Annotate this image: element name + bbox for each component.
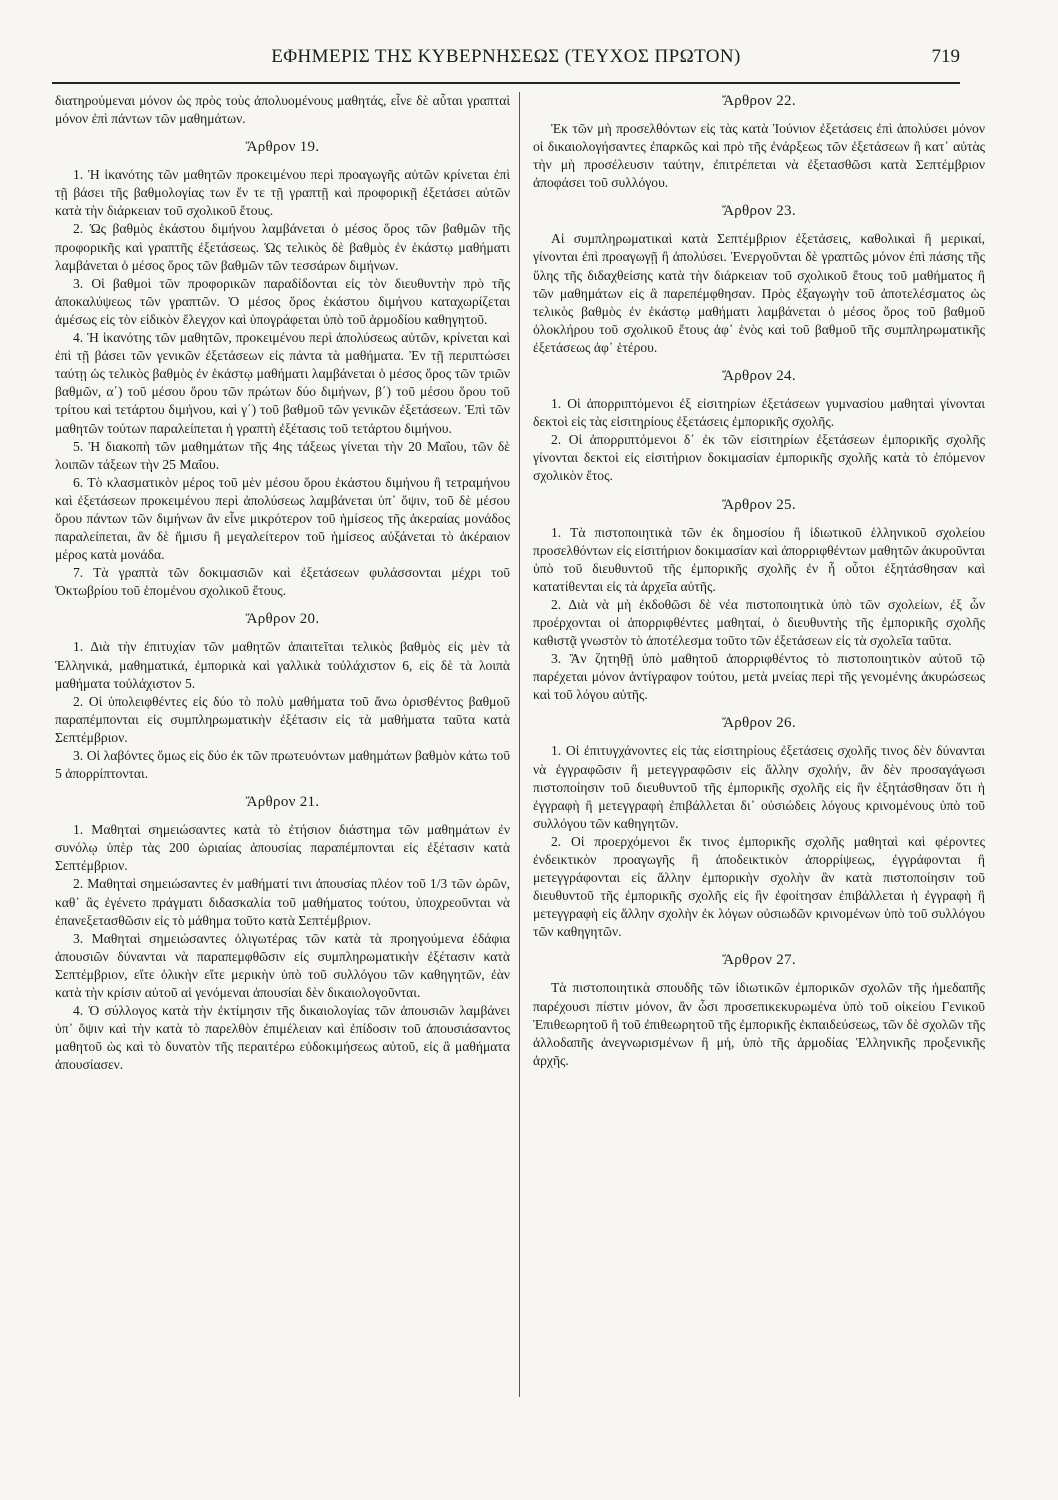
article-26-paragraph-2: 2. Οἱ προερχόμενοι ἔκ τινος ἐμπορικῆς σχολῆς μαθηταὶ καὶ φέροντες ἐνδεικτικὸν προαγωγῆς ἢ ἀποδεικτικὸν ἀπορρίψεως, ἐγγράφονται ἢ μετεγγράφονται εἰς ἄλλην ἐμπορικὴν σχολὴν ἂν κατὰ πιστοποίησιν τοῦ διευθυντοῦ τῆς ἐμπορικῆς σχολῆς εἰς ἣν ἐφοίτησαν ἐπιβάλλεται ἡ ἐγγραφὴ ἢ μετεγγραφὴ εἰς ἄλλην σχολὴν ἐκ λόγων οὐσιωδῶν κρινομένων ὑπὸ τοῦ συλλόγου τῶν καθηγητῶν.: [533, 833, 985, 940]
article-19-paragraph-2: 2. Ὡς βαθμὸς ἑκάστου διμήνου λαμβάνεται ὁ μέσος ὅρος τῶν βαθμῶν τῆς προφορικῆς καὶ γραπτῆς ἐξετάσεως. Ὡς τελικὸς δὲ βαθμὸς ἐν ἑκάστῳ μαθήματι λαμβάνεται ὁ μέσος ὅρος τῶν βαθμῶν τῶν τεσσάρων διμήνων.: [55, 221, 510, 273]
page-header: [52, 46, 960, 78]
article-24-paragraph-2: 2. Οἱ ἀπορριπτόμενοι δ᾽ ἐκ τῶν εἰσιτηρίων ἐξετάσεων ἐμπορικῆς σχολῆς γίνονται δεκτοὶ εἰς εἰσιτήριον δοκιμασίαν ἐμπορικῆς σχολῆς κατὰ τὸ ἑπόμενον σχολικὸν ἔτος.: [533, 432, 985, 484]
article-25-paragraph-1: 1. Τὰ πιστοποιητικὰ τῶν ἐκ δημοσίου ἢ ἰδιωτικοῦ ἑλληνικοῦ σχολείου προσελθόντων εἰς εἰσιτήριον δοκιμασίαν καὶ ἀπορριφθέντων μαθητῶν ἀκυροῦνται ὑπὸ τοῦ διευθυντοῦ τῆς ἐμπορικῆς σχολῆς ἐν ἧ οὗτοι ἐξητάσθησαν καὶ κατατίθενται εἰς τὰ ἀρχεῖα αὐτῆς.: [533, 524, 985, 594]
article-27-heading: Ἄρθρον 27.: [722, 952, 796, 969]
article-19-paragraph-4: 4. Ἡ ἱκανότης τῶν μαθητῶν, προκειμένου περὶ ἀπολύσεως αὐτῶν, κρίνεται καὶ ἐπὶ τῇ βάσει τῶν γενικῶν ἐξετάσεων εἰς πάντα τὰ μαθήματα. Ἐν τῇ περιπτώσει ταύτῃ ὡς τελικὸς βαθμὸς ἐν ἑκάστῳ μαθήματι λαμβάνεται ὁ μέσος ὅρος τῶν τριῶν βαθμῶν, α΄) τοῦ μέσου ὅρου τῶν πρώτων δύο διμήνων, β΄) τοῦ μέσου ὅρου τοῦ τρίτου καὶ τετάρτου διμήνου, καὶ γ΄) τοῦ βαθμοῦ τῶν γενικῶν ἐξετάσεων. Ἐπὶ τῶν μαθητῶν τούτων παραλείπεται ἡ γραπτὴ ἐξέτασις τοῦ τετάρτου διμήνου.: [55, 330, 510, 436]
article-24-paragraph-1: 1. Οἱ ἀπορριπτόμενοι ἐξ εἰσιτηρίων ἐξετάσεων γυμνασίου μαθηταὶ γίνονται δεκτοὶ εἰς τὰς εἰσιτηρίους ἐξετάσεις ἐμπορικῆς σχολῆς.: [533, 396, 985, 430]
article-24-heading: Ἄρθρον 24.: [722, 368, 796, 385]
article-20-paragraph-2: 2. Οἱ ὑπολειφθέντες εἰς δύο τὸ πολὺ μαθήματα τοῦ ἄνω ὁρισθέντος βαθμοῦ παραπέμπονται εἰς συμπληρωματικὴν ἐξέτασιν εἰς τὰ μαθήματα ταῦτα κατὰ Σεπτέμβριον.: [55, 693, 510, 745]
left-column: [55, 92, 510, 1075]
article-19-paragraph-5: 5. Ἡ διακοπὴ τῶν μαθημάτων τῆς 4ης τάξεως γίνεται τὴν 20 Μαΐου, τῶν δὲ λοιπῶν τάξεων τὴν 25 Μαΐου.: [55, 438, 510, 472]
article-25-paragraph-2: 2. Διὰ νὰ μὴ ἐκδοθῶσι δὲ νέα πιστοποιητικὰ ὑπὸ τῶν σχολείων, ἐξ ὧν προέρχονται οἱ ἀπορριφθέντες μαθηταί, ὁ διευθυντὴς τῆς ἐμπορικῆς σχολῆς καθιστᾷ γνωστὸν τὸ ἀποτέλεσμα τοῦτο τῶν ἐξετάσεων εἰς τὰ σχολεῖα ταῦτα.: [533, 596, 985, 649]
article-21-paragraph-1: 1. Μαθηταὶ σημειώσαντες κατὰ τὸ ἐτήσιον διάστημα τῶν μαθημάτων ἐν συνόλῳ ὑπὲρ τὰς 200 ὡριαίας ἀπουσίας παραπέμπονται εἰς ἐξέτασιν κατὰ Σεπτέμβριον.: [55, 822, 510, 874]
header-rule: [52, 82, 960, 84]
article-25-paragraph-3: 3. Ἂν ζητηθῇ ὑπὸ μαθητοῦ ἀπορριφθέντος τὸ πιστοποιητικὸν αὐτοῦ τῷ παρέχεται μόνον ἀντίγραφον τούτου, μετὰ μνείας περὶ τῆς γενομένης ἀκυρώσεως καὶ τοῦ λόγου αὐτῆς.: [533, 651, 985, 703]
article-21-paragraph-4: 4. Ὁ σύλλογος κατὰ τὴν ἐκτίμησιν τῆς δικαιολογίας τῶν ἀπουσιῶν λαμβάνει ὑπ᾽ ὄψιν καὶ τὴν κατὰ τὸ παρελθὸν ἐπιμέλειαν καὶ ἐπίδοσιν τοῦ ἀπουσιάσαντος μαθητοῦ ὡς καὶ τὸ δυνατὸν τῆς περαιτέρω εὐδοκιμήσεως αὐτοῦ, εἰς ἃ μαθήματα ἀπουσίασεν.: [55, 1003, 510, 1073]
article-22-heading: Ἄρθρον 22.: [722, 93, 796, 109]
article-20-paragraph-1: 1. Διὰ τὴν ἐπιτυχίαν τῶν μαθητῶν ἀπαιτεῖται τελικὸς βαθμὸς εἰς μὲν τὰ Ἑλληνικά, μαθηματικά, ἐμπορικὰ καὶ γαλλικὰ τοὐλάχιστον 6, εἰς δὲ τὰ λοιπὰ μαθήματα τοὐλάχιστον 5.: [55, 639, 510, 691]
article-20-paragraph-3: 3. Οἱ λαβόντες ὅμως εἰς δύο ἐκ τῶν πρωτευόντων μαθημάτων βαθμὸν κάτω τοῦ 5 ἀπορρίπτονται.: [55, 748, 510, 782]
article-20-heading: Ἄρθρον 20.: [245, 611, 320, 628]
column-divider: [519, 92, 520, 1397]
article-19-paragraph-1: 1. Ἡ ἱκανότης τῶν μαθητῶν προκειμένου περὶ προαγωγῆς αὐτῶν κρίνεται ἐπὶ τῇ βάσει τῆς βαθμολογίας των ἔν τε τῇ γραπτῇ καὶ προφορικῇ ἐξετάσει αὐτῶν κατὰ τὴν διάρκειαν τοῦ σχολικοῦ ἔτους.: [55, 167, 510, 219]
article-21-heading: Ἄρθρον 21.: [245, 794, 320, 811]
article-23-heading: Ἄρθρον 23.: [722, 203, 796, 220]
article-22-paragraph-1: Ἐκ τῶν μὴ προσελθόντων εἰς τὰς κατὰ Ἰούνιον ἐξετάσεις ἐπὶ ἀπολύσει μόνον οἱ δικαιολογήσαντες ἐπαρκῶς καὶ πρὸ τῆς ἐνάρξεως τῶν ἐξετάσεων ἢ κατ᾽ αὐτὰς τὴν μὴ προσέλευσιν ταύτην, ἐπιτρέπεται νὰ ἐξετασθῶσι κατὰ Σεπτέμβριον ἀποφάσει τοῦ συλλόγου.: [533, 121, 985, 191]
article-21-paragraph-2: 2. Μαθηταὶ σημειώσαντες ἐν μαθήματί τινι ἀπουσίας πλέον τοῦ 1/3 τῶν ὡρῶν, καθ᾽ ἃς ἐγένετο πράγματι διδασκαλία τοῦ μαθήματος τούτου, ὑποχρεοῦνται νὰ ἐπανεξετασθῶσιν εἰς τὸ μάθημα τοῦτο κατὰ Σεπτέμβριον.: [55, 876, 510, 928]
page-number: 719: [931, 46, 960, 67]
article-19-heading: Ἄρθρον 19.: [245, 139, 320, 156]
article-26-heading: Ἄρθρον 26.: [722, 715, 796, 732]
article-19-paragraph-6: 6. Τὸ κλασματικὸν μέρος τοῦ μὲν μέσου ὅρου ἑκάστου διμήνου ἢ τετραμήνου καὶ ἐξετάσεων προκειμένου περὶ ἀπολύσεως λαμβάνεται ὑπ᾽ ὄψιν, τοῦ δὲ μέσου ὅρου πάντων τῶν διμήνων ἂν εἶνε μικρότερον τοῦ ἡμίσεος τῆς ἀκεραίας μονάδος παραλείπεται, ἂν δὲ ἥμισυ ἢ μεγαλείτερον τοῦ ἡμίσεος αὐξάνεται τὸ ἀκέραιον μέρος κατὰ μονάδα.: [55, 474, 510, 563]
right-column: [533, 92, 985, 1070]
intro-paragraph: διατηρούμεναι μόνον ὡς πρὸς τοὺς ἀπολυομένους μαθητάς, εἶνε δὲ αὗται γραπταὶ μόνον ἐπὶ πάντων τῶν μαθημάτων.: [55, 93, 510, 127]
gazette-title: ΕΦΗΜΕΡΙΣ ΤΗΣ ΚΥΒΕΡΝΗΣΕΩΣ (ΤΕΥΧΟΣ ΠΡΩΤΟΝ): [271, 46, 741, 67]
article-26-paragraph-1: 1. Οἱ ἐπιτυγχάνοντες εἰς τὰς εἰσιτηρίους ἐξετάσεις σχολῆς τινος δὲν δύνανται νὰ ἐγγραφῶσιν ἢ μετεγγραφῶσιν εἰς ἄλλην σχολήν, ἂν δὲν προσαγάγωσι πιστοποίησιν τοῦ διευθυντοῦ τῆς ἐμπορικῆς σχολῆς εἰς ἣν ἐξητάσθησαν ὅτι ἡ ἐγγραφὴ ἢ μετεγγραφὴ ἐπιβάλλεται δι᾽ οὐσιώδεις λόγους κρινομένους ὑπὸ τοῦ συλλόγου τῶν καθηγητῶν.: [533, 743, 985, 831]
article-25-heading: Ἄρθρον 25.: [722, 496, 796, 513]
article-27-paragraph-1: Τὰ πιστοποιητικὰ σπουδῆς τῶν ἰδιωτικῶν ἐμπορικῶν σχολῶν τῆς ἡμεδαπῆς παρέχουσι πίστιν μόνον, ἂν ὦσι προσεπικεκυρωμένα ὑπὸ τοῦ οἰκείου Γενικοῦ Ἐπιθεωρητοῦ ἢ τοῦ ἐπιθεωρητοῦ τῆς ἐμπορικῆς ἐκπαιδεύσεως, τῶν δὲ σχολῶν τῆς ἀλλοδαπῆς ἀνεγνωρισμένων ἢ μή, ὑπὸ τῆς ἁρμοδίας Ἑλληνικῆς προξενικῆς ἀρχῆς.: [533, 980, 985, 1068]
article-23-paragraph-1: Αἱ συμπληρωματικαὶ κατὰ Σεπτέμβριον ἐξετάσεις, καθολικαὶ ἢ μερικαί, γίνονται ἐπὶ προαγωγῇ ἢ ἀπολύσει. Ἐνεργοῦνται δὲ γραπτῶς μόνον ἐπὶ πάσης τῆς ὕλης τῆς διδαχθείσης κατὰ τὴν διάρκειαν τοῦ σχολικοῦ ἔτους τοῦ μαθήματος ἢ τῶν μαθημάτων εἰς ἃ παρεπέμφθησαν. Πρὸς ἐξαγωγὴν τοῦ ἀποτελέσματος ὡς τελικὸς βαθμὸς ἐν ἑκάστῳ μαθήματι λαμβάνεται ὁ μέσος ὅρος τοῦ βαθμοῦ ὁλοκλήρου τοῦ σχολικοῦ ἔτους ἀφ᾽ ἑνὸς καὶ τοῦ βαθμοῦ τῆς συμπληρωματικῆς ἐξετάσεως ἀφ᾽ ἑτέρου.: [533, 231, 985, 355]
article-19-paragraph-7: 7. Τὰ γραπτὰ τῶν δοκιμασιῶν καὶ ἐξετάσεων φυλάσσονται μέχρι τοῦ Ὀκτωβρίου τοῦ ἑπομένου σχολικοῦ ἔτους.: [55, 565, 510, 599]
article-19-paragraph-3: 3. Οἱ βαθμοὶ τῶν προφορικῶν παραδίδονται εἰς τὸν διευθυντὴν πρὸ τῆς ἀποκαλύψεως τῶν γραπτῶν. Ὁ μέσος ὅρος ἑκάστου διμήνου καταχωρίζεται ἀμέσως εἰς τὸν εἰδικὸν ἔλεγχον καὶ ὑπογράφεται ὑπὸ τοῦ ἁρμοδίου καθηγητοῦ.: [55, 275, 510, 327]
article-21-paragraph-3: 3. Μαθηταὶ σημειώσαντες ὀλιγωτέρας τῶν κατὰ τὰ προηγούμενα ἐδάφια ἀπουσιῶν δύνανται νὰ παραπεμφθῶσιν εἰς συμπληρωματικὴν ἐξέτασιν κατὰ Σεπτέμβριον, εἴτε ὁλικὴν εἴτε μερικὴν ὑπὸ τοῦ συλλόγου τῶν καθηγητῶν, ἐὰν κατὰ τὴν κρίσιν αὐτοῦ αἱ γενόμεναι ἀπουσίαι δὲν δικαιολογοῦνται.: [55, 930, 510, 1001]
